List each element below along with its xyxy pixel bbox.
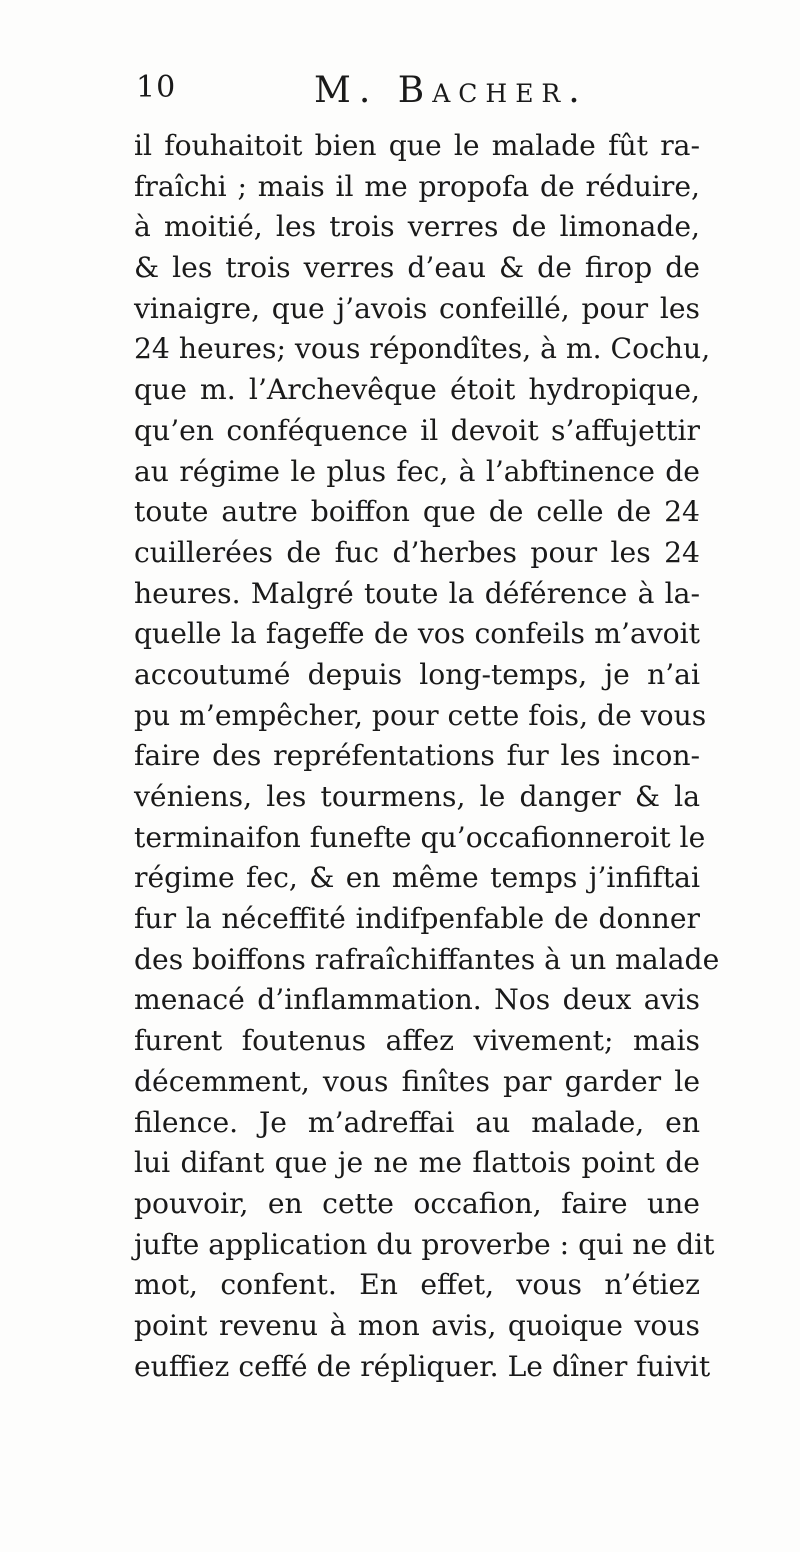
text-line: il fouhaitoit bien que le malade fût ra- [134, 129, 700, 162]
text-line: filence. Je m’adreffai au malade, en [134, 1105, 700, 1139]
text-line: pu m’empêcher, pour cette fois, de vous [134, 698, 707, 732]
text-line: lui difant que je ne me flattois point de [134, 1146, 700, 1180]
text-line: des boiffons rafraîchiffantes à un malade [134, 942, 720, 976]
text-line: fur la néceffité indifpenfable de donner [134, 902, 700, 936]
text-line: cuillerées de fuc d’herbes pour les 24 [134, 535, 700, 569]
text-line: faire des repréfentations fur les incon- [134, 739, 700, 773]
text-line: terminaifon funefte qu’occafionneroit le [134, 820, 706, 854]
text-line: furent foutenus affez vivement; mais [134, 1024, 700, 1058]
text-line: accoutumé depuis long-temps, je n’ai [134, 657, 700, 691]
text-line: point revenu à mon avis, quoique vous [134, 1308, 700, 1342]
text-line: mot, confent. En effet, vous n’étiez [134, 1268, 700, 1302]
text-line: heures. Malgré toute la déférence à la- [134, 576, 700, 610]
running-head: M. Bacher. [314, 70, 588, 111]
text-line: fraîchi ; mais il me propofa de réduire, [134, 169, 700, 203]
page-number: 10 [136, 70, 177, 105]
text-line: véniens, les tourmens, le danger & la [134, 780, 700, 813]
page-header [136, 70, 696, 114]
text-line: vinaigre, que j’avois confeillé, pour les [134, 291, 700, 325]
text-line: menacé d’inflammation. Nos deux avis [134, 983, 700, 1017]
text-line: quelle la fageffe de vos confeils m’avoit [134, 617, 700, 651]
text-line: toute autre boiffon que de celle de 24 [134, 495, 700, 529]
text-line: au régime le plus fec, à l’abftinence de [134, 454, 700, 488]
text-line: qu’en conféquence il devoit s’affujettir [134, 413, 700, 447]
text-line: 24 heures; vous répondîtes, à m. Cochu, [134, 332, 711, 366]
text-line: régime fec, & en même temps j’infiftai [134, 861, 700, 895]
text-line: décemment, vous finîtes par garder le [134, 1064, 700, 1098]
body-text [134, 126, 720, 1387]
text-line: euffiez ceffé de répliquer. Le dîner fuivit [134, 1349, 711, 1383]
text-line: que m. l’Archevêque étoit hydropique, [134, 373, 700, 407]
text-line: pouvoir, en cette occafion, faire une [134, 1186, 700, 1220]
text-line: jufte application du proverbe : qui ne dit [134, 1227, 715, 1261]
text-line: à moitié, les trois verres de limonade, [134, 210, 700, 244]
text-line: & les trois verres d’eau & de firop de [134, 251, 700, 285]
